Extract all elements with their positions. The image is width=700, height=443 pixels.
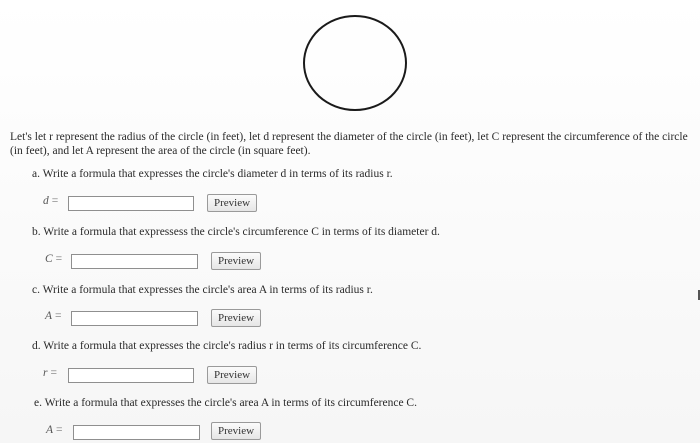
equals-sign: = (56, 424, 63, 436)
equals-sign: = (55, 310, 62, 322)
question-c-variable-symbol: A (45, 310, 53, 322)
question-d-label: d. Write a formula that expresses the circle's radius r in terms of its circumference C. (32, 340, 422, 352)
answer-input-c[interactable] (71, 311, 198, 326)
question-b-variable-symbol: C (45, 253, 53, 265)
question-e-variable (46, 424, 63, 436)
answer-input-d[interactable] (68, 368, 194, 383)
circle-figure (303, 15, 407, 111)
question-c-label: c. Write a formula that expresses the circle's area A in terms of its radius r. (32, 284, 373, 296)
question-c-variable (45, 310, 62, 322)
preview-button-d[interactable]: Preview (207, 366, 257, 384)
equals-sign: = (51, 195, 59, 207)
question-a-variable (43, 195, 58, 207)
preview-button-c[interactable]: Preview (211, 309, 261, 327)
question-e-variable-symbol: A (46, 424, 54, 436)
question-d-variable-symbol: r (43, 367, 48, 379)
question-b-label: b. Write a formula that expressess the circle's circumference C in terms of its diameter d. (32, 226, 440, 238)
intro-paragraph: Let's let r represent the radius of the circle (in feet), let d represent the diameter of the circle (in feet), let C represent the circumference of the circle (in feet), and let A represent the area of the circle (in square feet). (10, 131, 688, 157)
question-b-variable (45, 253, 62, 265)
answer-input-e[interactable] (73, 425, 200, 440)
question-e-label: e. Write a formula that expresses the circle's area A in terms of its circumference C. (34, 397, 417, 409)
preview-button-a[interactable]: Preview (207, 194, 257, 212)
preview-button-e[interactable]: Preview (211, 422, 261, 440)
equals-sign: = (55, 253, 63, 265)
question-a-label: a. Write a formula that expresses the circle's diameter d in terms of its radius r. (32, 168, 393, 180)
question-d-variable (43, 367, 57, 379)
answer-input-a[interactable] (68, 196, 194, 211)
equals-sign: = (50, 367, 57, 379)
preview-button-b[interactable]: Preview (211, 252, 261, 270)
answer-input-b[interactable] (71, 254, 198, 269)
question-a-variable-symbol: d (43, 195, 49, 207)
